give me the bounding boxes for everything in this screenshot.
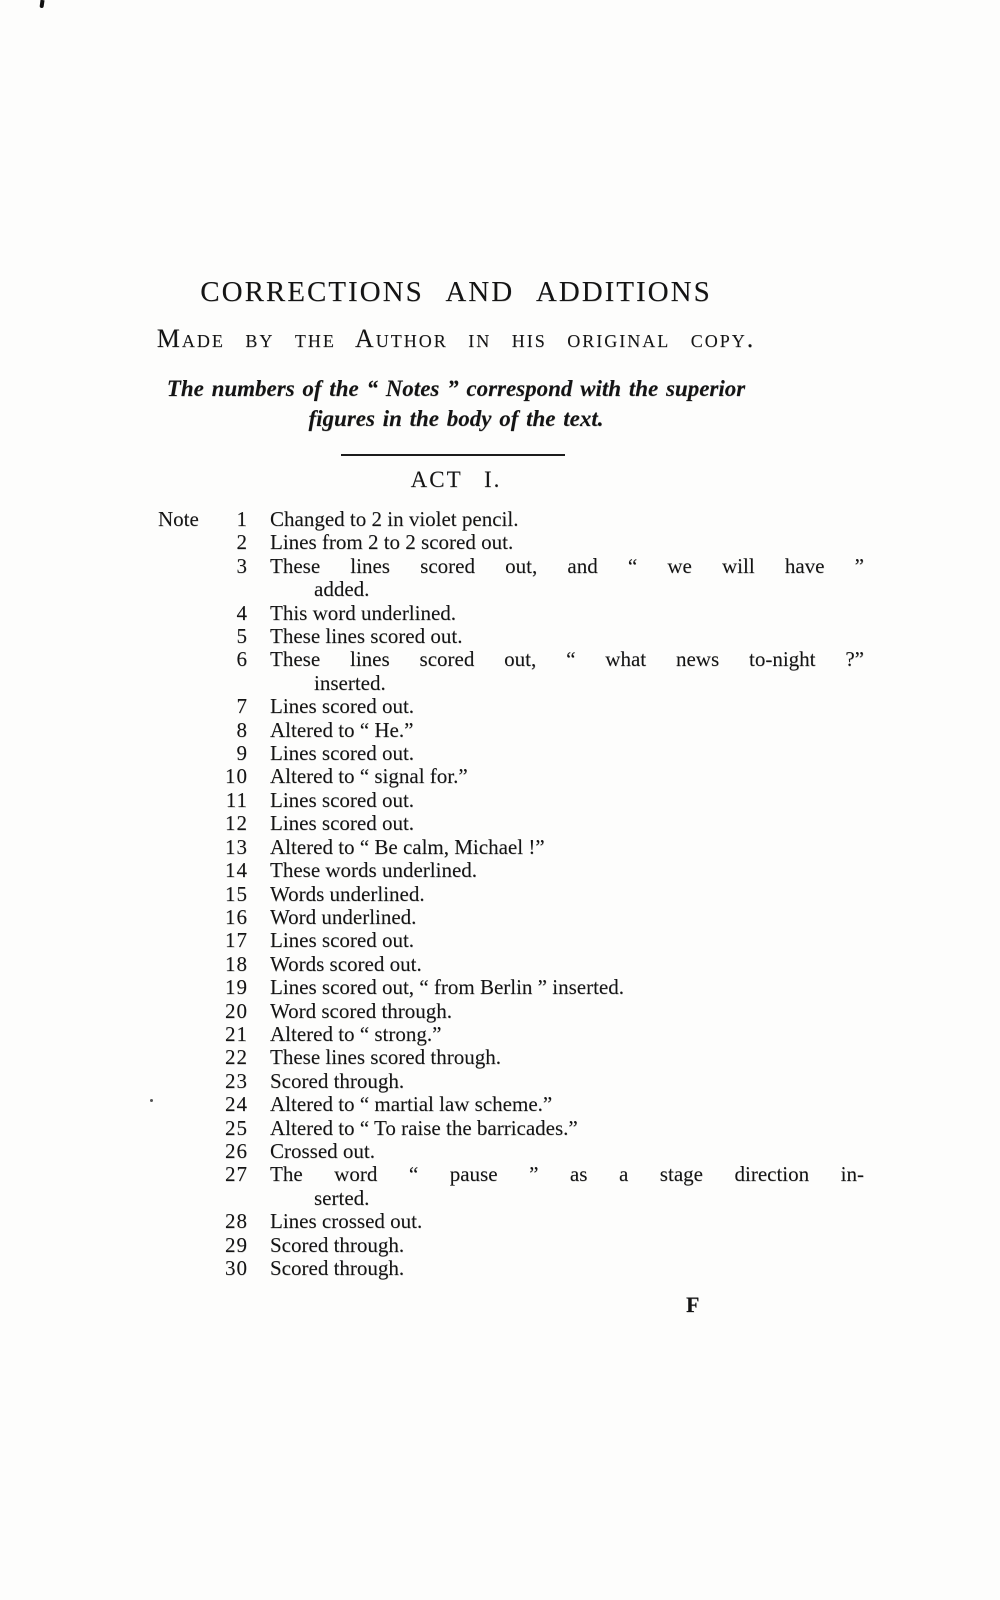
note-item [158, 695, 868, 718]
note-label: Note [158, 507, 199, 531]
note-text [270, 1210, 864, 1233]
note-item [158, 602, 868, 625]
note-text-line1: Word scored through. [270, 998, 453, 1023]
note-number: 27 [225, 1162, 248, 1187]
note-text-line1: Changed to 2 in violet pencil. [270, 507, 519, 531]
note-number: 18 [225, 951, 248, 976]
note-item [158, 883, 868, 906]
note-text [270, 555, 864, 602]
note-item [158, 1210, 868, 1233]
note-number: 7 [236, 694, 248, 719]
note-text [270, 883, 864, 906]
note-item [158, 953, 868, 976]
note-number: 28 [225, 1209, 248, 1234]
note-item [158, 1117, 868, 1140]
note-number: 9 [236, 741, 248, 766]
note-item [158, 742, 868, 765]
note-item [158, 1257, 868, 1280]
note-number: 23 [225, 1068, 248, 1093]
note-item [158, 929, 868, 952]
note-item [158, 812, 868, 835]
note-number: 19 [225, 975, 248, 1000]
note-text-line1: These lines scored through. [270, 1045, 501, 1070]
note-text [270, 1163, 864, 1210]
note-number: 11 [225, 787, 248, 812]
note-number: 22 [225, 1045, 248, 1070]
note-text-line1: Altered to “ Be calm, Michael !” [270, 834, 545, 859]
signature-mark: F [686, 1292, 701, 1317]
note-number: 12 [225, 811, 248, 836]
note-text-line1: Lines scored out. [270, 928, 415, 953]
note-text [270, 719, 864, 742]
divider-rule [341, 454, 565, 456]
note-item [158, 976, 868, 999]
note-text-line1: Lines crossed out. [270, 1209, 423, 1234]
note-text-line1: These lines scored out, and “ we will have ” [270, 553, 864, 578]
note-text [270, 1093, 864, 1116]
note-text [270, 953, 864, 976]
note-item [158, 555, 868, 602]
note-text [270, 789, 864, 812]
note-item [158, 1000, 868, 1023]
note-item [158, 765, 868, 788]
note-number: 17 [225, 928, 248, 953]
note-number: 21 [225, 1021, 248, 1046]
note-text [270, 906, 864, 929]
note-text-line2: serted. [314, 1185, 370, 1210]
editorial-note-line2: figures in the body of the text. [308, 406, 604, 431]
note-text-line1: Altered to “ signal for.” [270, 764, 468, 789]
note-number: 2 [236, 530, 248, 555]
note-text [270, 976, 864, 999]
note-number: 24 [225, 1092, 248, 1117]
note-text [270, 1117, 864, 1140]
note-item [158, 789, 868, 812]
note-item [158, 719, 868, 742]
note-text-line1: These lines scored out, “ what news to-night ?” [270, 647, 864, 672]
note-text-line1: Lines scored out. [270, 741, 415, 766]
note-number: 26 [225, 1138, 248, 1163]
note-text-line1: Lines scored out. [270, 787, 415, 812]
section-heading: ACT I. [410, 467, 502, 492]
note-text-line1: Lines scored out. [270, 694, 415, 719]
note-item [158, 1163, 868, 1210]
note-item [158, 1070, 868, 1093]
note-text [270, 648, 864, 695]
note-text-line1: Lines scored out, “ from Berlin ” inserted. [270, 975, 624, 1000]
note-number: 14 [225, 858, 248, 883]
note-item [158, 1234, 868, 1257]
note-text [270, 859, 864, 882]
note-number: 30 [225, 1256, 248, 1280]
note-text-line1: Altered to “ strong.” [270, 1021, 442, 1046]
note-text [270, 602, 864, 625]
note-text-line1: Altered to “ martial law scheme.” [270, 1092, 553, 1117]
note-text [270, 1234, 864, 1257]
note-item [158, 625, 868, 648]
note-number: 3 [236, 553, 248, 578]
note-item [158, 1093, 868, 1116]
note-text-line1: Altered to “ To raise the barricades.” [270, 1115, 578, 1140]
note-item [158, 1140, 868, 1163]
note-text [270, 836, 864, 859]
note-item [158, 508, 868, 531]
note-number: 20 [225, 998, 248, 1023]
page-title: CORRECTIONS AND ADDITIONS [200, 276, 712, 308]
page-subtitle: Made by the Author in his original copy. [156, 324, 756, 353]
note-number: 1 [236, 507, 248, 531]
note-text-line2: added. [314, 577, 370, 602]
note-number: 15 [225, 881, 248, 906]
editorial-note [0, 374, 912, 434]
note-item [158, 906, 868, 929]
note-text-line1: Words underlined. [270, 881, 425, 906]
note-item [158, 859, 868, 882]
note-text-line1: This word underlined. [270, 600, 457, 625]
note-text-line1: Lines from 2 to 2 scored out. [270, 530, 514, 555]
note-number: 13 [225, 834, 248, 859]
note-text [270, 1070, 864, 1093]
note-text [270, 742, 864, 765]
note-text [270, 531, 864, 554]
note-text-line1: The word “ pause ” as a stage direction in- [270, 1162, 864, 1187]
note-text [270, 929, 864, 952]
note-number: 5 [236, 624, 248, 649]
note-text-line1: Scored through. [270, 1256, 405, 1280]
note-text [270, 1046, 864, 1069]
note-item [158, 531, 868, 554]
note-text-line1: These lines scored out. [270, 624, 463, 649]
editorial-note-line1: The numbers of the “ Notes ” correspond with the superior [166, 376, 746, 401]
note-text [270, 1000, 864, 1023]
note-text-line1: Scored through. [270, 1232, 405, 1257]
note-text-line1: Words scored out. [270, 951, 422, 976]
note-number: 16 [225, 904, 248, 929]
note-text-line2: inserted. [314, 670, 386, 695]
note-text-line1: Word underlined. [270, 904, 417, 929]
note-text [270, 695, 864, 718]
note-number: 29 [225, 1232, 248, 1257]
note-text [270, 812, 864, 835]
print-artifact-corner [39, 0, 44, 8]
note-number: 6 [236, 647, 248, 672]
note-text-line1: These words underlined. [270, 858, 478, 883]
note-text-line1: Altered to “ He.” [270, 717, 414, 742]
note-text [270, 1257, 864, 1280]
note-number: 8 [236, 717, 248, 742]
note-number: 4 [236, 600, 248, 625]
notes-list [158, 508, 868, 1280]
note-number: 25 [225, 1115, 248, 1140]
note-item [158, 648, 868, 695]
note-text [270, 1140, 864, 1163]
note-text-line1: Lines scored out. [270, 811, 415, 836]
note-number: 10 [225, 764, 248, 789]
note-text-line1: Scored through. [270, 1068, 405, 1093]
note-text-line1: Crossed out. [270, 1138, 375, 1163]
note-item [158, 1046, 868, 1069]
note-text [270, 508, 864, 531]
note-text [270, 625, 864, 648]
note-item [158, 836, 868, 859]
note-text [270, 1023, 864, 1046]
print-artifact-dot [150, 1099, 153, 1102]
note-text [270, 765, 864, 788]
note-item [158, 1023, 868, 1046]
